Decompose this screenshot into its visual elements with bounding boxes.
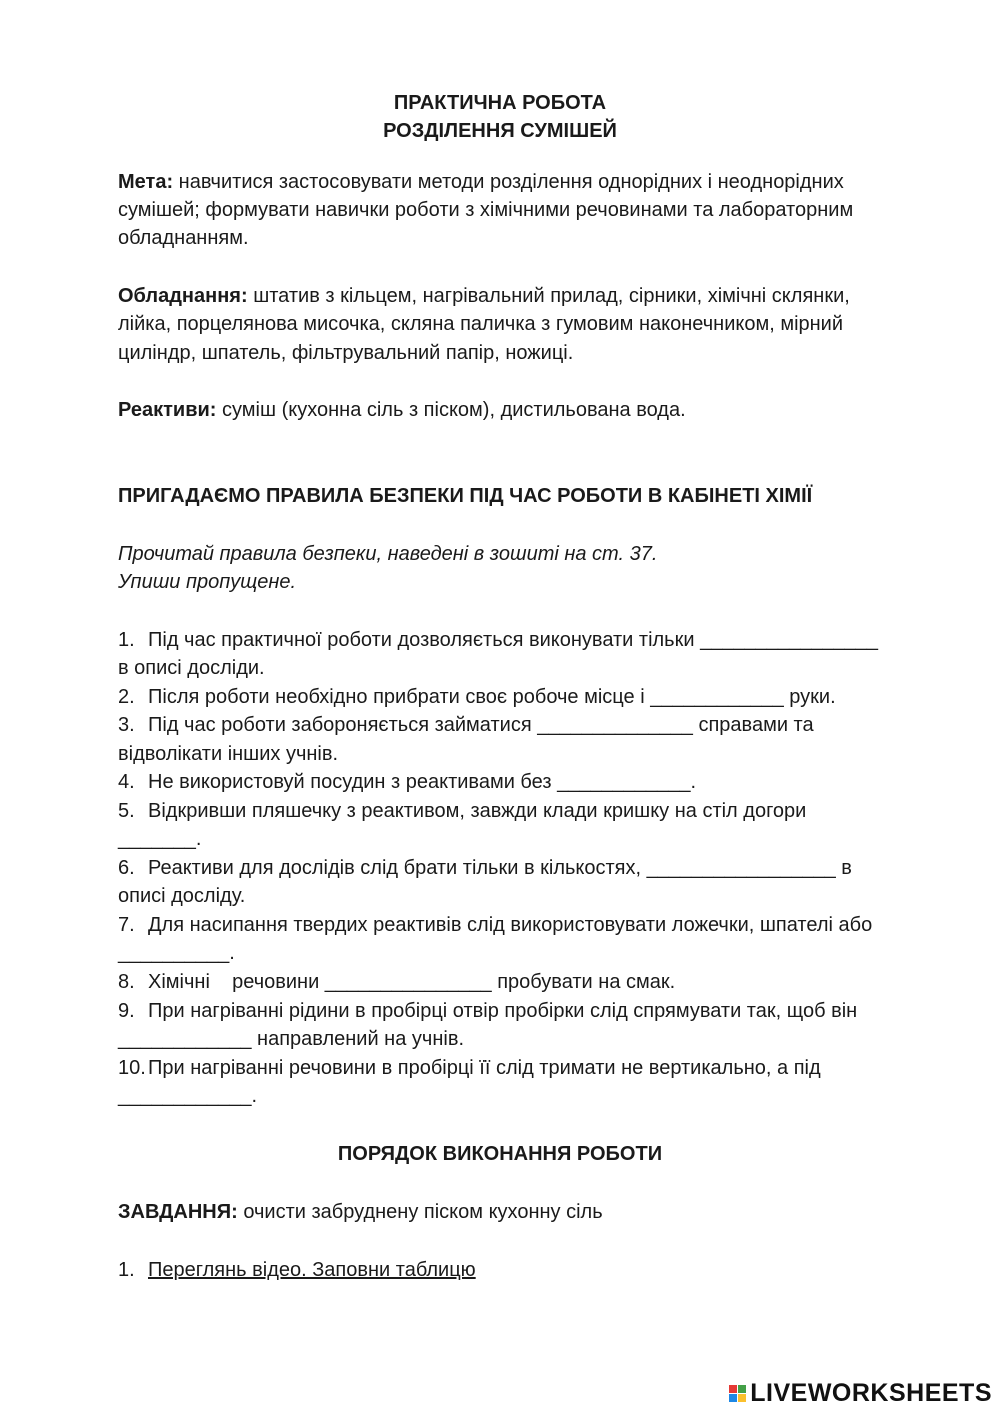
equipment-line-3: циліндр, шпатель, фільтрувальний папір, ножиці. <box>118 342 574 364</box>
equipment-line-1: Обладнання: штатив з кільцем, нагрівальний прилад, сірники, хімічні склянки, <box>118 285 850 307</box>
step-link: Переглянь відео. Заповни таблицю <box>148 1259 476 1281</box>
instruction-line-2: Упиши пропущене. <box>118 571 297 593</box>
rule-item: 5. Відкривши пляшечку з реактивом, завжди клади кришку на стіл догори <box>118 800 807 822</box>
rule-item-continuation: ____________ направлений на учнів. <box>118 1028 464 1050</box>
rule-item-continuation: в описі досліди. <box>118 657 265 679</box>
rule-item: 3. Під час роботи забороняється займатися ______________ справами та <box>118 714 814 736</box>
rule-item-continuation: _______. <box>118 828 202 850</box>
rule-item-continuation: відволікати інших учнів. <box>118 743 339 765</box>
rule-item: 9. При нагріванні рідини в пробірці отвір пробірки слід спрямувати так, щоб він <box>118 1000 858 1022</box>
step-item: 1. Переглянь відео. Заповни таблицю <box>118 1259 476 1281</box>
rule-item: 8. Хімічні речовини _______________ пробувати на смак. <box>118 971 676 993</box>
task-label: ЗАВДАННЯ: <box>118 1201 238 1223</box>
liveworksheets-logo-icon <box>729 1385 746 1402</box>
rule-item-continuation: описі досліду. <box>118 885 246 907</box>
rule-item: 1. Під час практичної роботи дозволяється виконувати тільки ________________ <box>118 629 879 651</box>
equipment-line-2: лійка, порцелянова мисочка, скляна паличка з гумовим наконечником, мірний <box>118 313 844 335</box>
goal-label: Мета: <box>118 171 174 193</box>
goal-line-3: обладнанням. <box>118 227 249 249</box>
goal-line-2: сумішей; формувати навички роботи з хімічними речовинами та лабораторним <box>118 199 854 221</box>
rule-item: 7. Для насипання твердих реактивів слід використовувати ложечки, шпателі або <box>118 914 873 936</box>
rule-item: 2. Після роботи необхідно прибрати своє робоче місце і ____________ руки. <box>118 686 836 708</box>
liveworksheets-watermark <box>729 1378 992 1408</box>
page-title: ПРАКТИЧНА РОБОТА <box>393 92 607 114</box>
rule-item: 10. При нагріванні речовини в пробірці її слід тримати не вертикально, а під <box>118 1057 821 1079</box>
instruction-line-1: Прочитай правила безпеки, наведені в зошиті на ст. 37. <box>118 543 658 565</box>
rule-item: 6. Реактиви для дослідів слід брати тільки в кількостях, _________________ в <box>118 857 852 879</box>
rule-item-continuation: ____________. <box>118 1085 258 1107</box>
task-line: ЗАВДАННЯ: очисти забруднену піском кухонну сіль <box>118 1201 603 1223</box>
rule-item: 4. Не використовуй посудин з реактивами без ____________. <box>118 771 697 793</box>
page-subtitle: РОЗДІЛЕННЯ СУМІШЕЙ <box>383 120 617 142</box>
watermark-text: LIVEWORKSHEETS <box>750 1378 992 1407</box>
equipment-label: Обладнання: <box>118 285 248 307</box>
rule-item-continuation: __________. <box>118 942 235 964</box>
goal-line-1: Мета: навчитися застосовувати методи розділення однорідних і неоднорідних <box>118 171 844 193</box>
reagents-label: Реактиви: <box>118 399 217 421</box>
reagents-line: Реактиви: суміш (кухонна сіль з піском), дистильована вода. <box>118 399 686 421</box>
procedure-heading: ПОРЯДОК ВИКОНАННЯ РОБОТИ <box>337 1143 663 1165</box>
safety-heading: ПРИГАДАЄМО ПРАВИЛА БЕЗПЕКИ ПІД ЧАС РОБОТИ В КАБІНЕТІ ХІМІЇ <box>118 485 813 507</box>
